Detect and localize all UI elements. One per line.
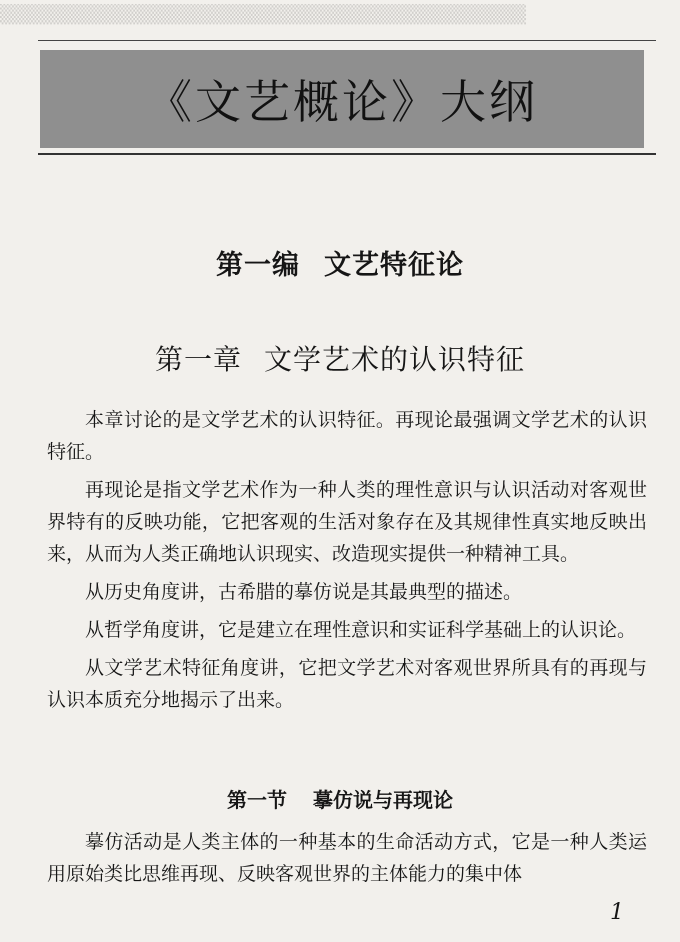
paragraph: 本章讨论的是文学艺术的认识特征。再现论最强调文学艺术的认识特征。 — [47, 409, 647, 463]
section-heading — [0, 784, 680, 813]
book-title: 《文艺概论》大纲 — [146, 75, 538, 129]
title-banner — [40, 50, 644, 148]
page-number: 1 — [610, 900, 624, 925]
chapter-number: 第一章 — [154, 343, 242, 376]
chapter-name: 文学艺术的认识特征 — [264, 343, 526, 376]
show-through-texture: ▒▒▒▒▒▒▒▒▒▒▒▒▒▒▒▒▒▒▒▒▒▒▒▒▒▒▒▒▒▒▒▒▒▒▒▒▒▒ — [0, 4, 527, 25]
title-underline — [38, 153, 656, 155]
chapter-body — [47, 404, 647, 722]
paragraph: 再现论是指文学艺术作为一种人类的理性意识与认识活动对客观世界特有的反映功能，它把客观的生活对象存在及其规律性真实地反映出来，从而为人类正确地认识现实、改造现实提供一种精神工具。 — [47, 479, 647, 565]
part-name: 文艺特征论 — [324, 250, 464, 281]
chapter-heading — [0, 338, 680, 378]
paragraph: 从文学艺术特征角度讲，它把文学艺术对客观世界所具有的再现与认识本质充分地揭示了出来。 — [47, 657, 647, 711]
section-body — [47, 826, 647, 890]
part-number: 第一编 — [216, 250, 300, 281]
part-heading — [0, 243, 680, 282]
section-name: 摹仿说与再现论 — [313, 788, 453, 812]
paragraph: 从历史角度讲，古希腊的摹仿说是其最典型的描述。 — [85, 581, 523, 603]
paragraph: 摹仿活动是人类主体的一种基本的生命活动方式，它是一种人类运用原始类比思维再现、反映客观世界的主体能力的集中体 — [47, 831, 647, 885]
paragraph: 从哲学角度讲，它是建立在理性意识和实证科学基础上的认识论。 — [85, 619, 637, 641]
section-number: 第一节 — [227, 788, 287, 812]
header-rule — [38, 40, 656, 41]
